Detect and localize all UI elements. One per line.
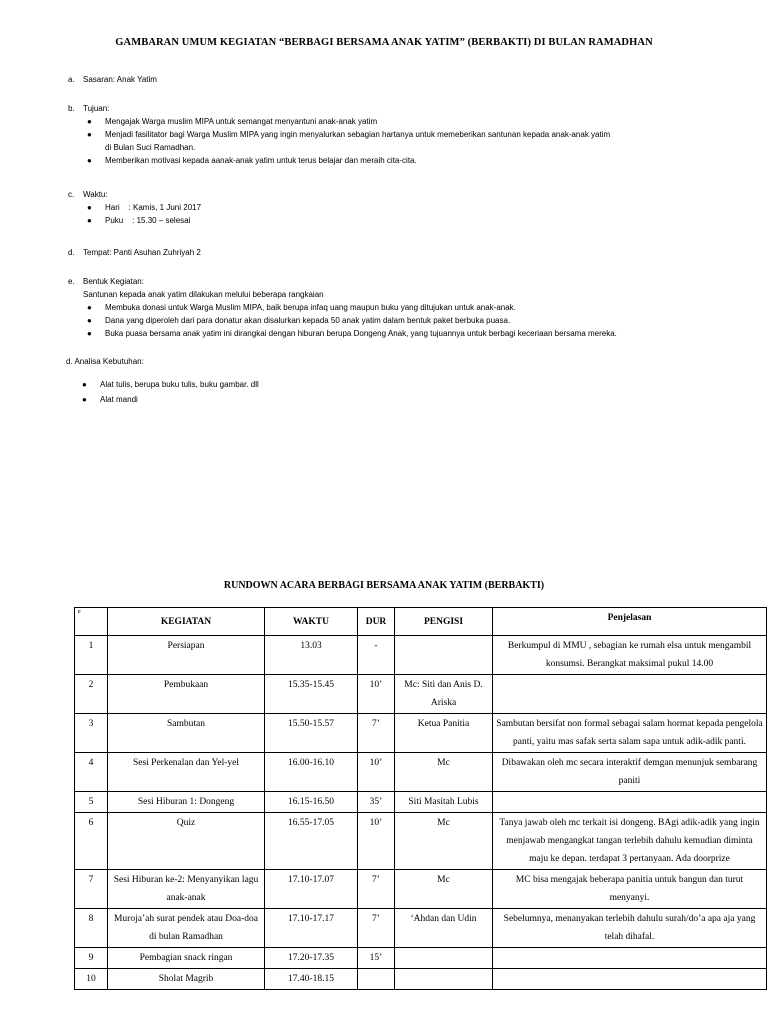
- table-row: 7 Sesi Hiburan ke-2: Menyanyikan lagu anak-anak 17.10-17.07 7’ Mc MC bisa mengajak beberapa panitia untuk bangun dan turut menyanyi.: [75, 870, 767, 909]
- section-waktu: [68, 188, 201, 227]
- tempat-text: Tempat: Panti Asuhan Zuhriyah 2: [83, 248, 201, 257]
- document-title: GAMBARAN UMUM KEGIATAN “BERBAGI BERSAMA ANAK YATIM” (BERBAKTI) DI BULAN RAMADHAN: [115, 37, 653, 48]
- table-row: 10 Sholat Magrib 17.40-18.15: [75, 969, 767, 990]
- list-item: ● Mengajak Warga muslim MIPA untuk semangat menyantuni anak-anak yatim: [87, 117, 378, 126]
- section-marker: b.: [68, 104, 75, 113]
- section-bentuk-kegiatan: [68, 275, 748, 340]
- section-marker: e.: [68, 277, 75, 286]
- table-row: 9 Pembagian snack ringan 17.20-17.35 15’: [75, 948, 767, 969]
- table-row: 2 Pembukaan 15.35-15.45 10’ Mc: Siti dan Anis D. Ariska: [75, 675, 767, 714]
- table-header-row: [75, 608, 767, 636]
- header-waktu: WAKTU: [265, 608, 358, 636]
- section-marker: c.: [68, 190, 75, 199]
- header-no: c: [75, 608, 108, 636]
- list-item: ● Membuka donasi untuk Warga Muslim MIPA, baik berupa infaq uang maupun buku yang ditujukan untuk anak-anak.: [87, 303, 516, 312]
- table-row: 6 Quiz 16.55-17.05 10’ Mc Tanya jawab oleh mc terkait isi dongeng. BAgi adik-adik yang ingin menjawab mengangkat tangan terlebih dahulu kemudian diminta maju ke depan. terdapat 3 pertanyaan. Ada doorprize: [75, 813, 767, 870]
- bentuk-subheading: Santunan kepada anak yatim dilakukan melului beberapa rangkaian: [83, 290, 324, 299]
- header-pengisi: PENGISI: [395, 608, 493, 636]
- section-tempat: [68, 246, 201, 259]
- analisa-heading: d. Analisa Kebutuhan:: [66, 357, 144, 366]
- tujuan-heading: Tujuan:: [83, 104, 110, 113]
- list-item: ● Dana yang diperoleh dari para donatur akan disalurkan kepada 50 anak yatim dalam bentuk paket berbuka puasa.: [87, 316, 511, 325]
- section-tujuan: [68, 102, 728, 167]
- header-penjelasan: Penjelasan: [493, 608, 767, 636]
- section-analisa-kebutuhan: [66, 355, 259, 406]
- header-kegiatan: KEGIATAN: [108, 608, 265, 636]
- table-row: 5 Sesi Hiburan 1: Dongeng 16.15-16.50 35’ Siti Masitah Lubis: [75, 792, 767, 813]
- section-marker: d.: [68, 248, 75, 257]
- sasaran-text: Sasaran: Anak Yatim: [83, 75, 157, 84]
- list-item: ● Puku : 15.30 – selesai: [87, 216, 191, 225]
- table-row: 4 Sesi Perkenalan dan Yel-yel 16.00-16.10 10’ Mc Dibawakan oleh mc secara interaktif demgan menunjuk sembarang paniti: [75, 753, 767, 792]
- rundown-title: RUNDOWN ACARA BERBAGI BERSAMA ANAK YATIM (BERBAKTI): [223, 580, 545, 591]
- list-item-continuation: di Bulan Suci Ramadhan.: [105, 143, 196, 152]
- list-item: ● Buka puasa bersama anak yatim ini dirangkai dengan hiburan berupa Dongeng Anak, yang tujuannya untuk berbagi keceriaan bersama mereka.: [87, 329, 617, 338]
- list-item: ● Menjadi fasilitator bagi Warga Muslim MIPA yang ingin menyalurkan sebagian hartanya untuk memeberikan santunan kepada anak-anak yatim: [87, 130, 611, 139]
- list-item: ● Alat mandi: [82, 395, 138, 404]
- list-item: ● Hari : Kamis, 1 Juni 2017: [87, 203, 202, 212]
- table-row: 3 Sambutan 15.50-15.57 7’ Ketua Panitia Sambutan bersifat non formal sebagai salam hormat kepada pengelola panti, yaitu mas safak serta salam sapa untuk adik-adik panti.: [75, 714, 767, 753]
- section-marker: a.: [68, 75, 75, 84]
- bentuk-heading: Bentuk Kegiatan:: [83, 277, 144, 286]
- waktu-heading: Waktu:: [83, 190, 108, 199]
- section-sasaran: [68, 73, 157, 86]
- header-dur: DUR: [358, 608, 395, 636]
- table-row: 8 Muroja’ah surat pendek atau Doa-doa di bulan Ramadhan 17.10-17.17 7’ ‘Ahdan dan Udin Sebelumnya, menanyakan terlebih dahulu surah/do’a apa aja yang telah dihafal.: [75, 909, 767, 948]
- list-item: ● Alat tulis, berupa buku tulis, buku gambar. dll: [82, 380, 259, 389]
- list-item: ● Memberikan motivasi kepada aanak-anak yatim untuk terus belajar dan meraih cita-cita.: [87, 156, 417, 165]
- table-row: 1 Persiapan 13.03 - Berkumpul di MMU , sebagian ke rumah elsa untuk mengambil konsumsi. Berangkat maksimal pukul 14.00: [75, 636, 767, 675]
- rundown-table: [74, 607, 767, 990]
